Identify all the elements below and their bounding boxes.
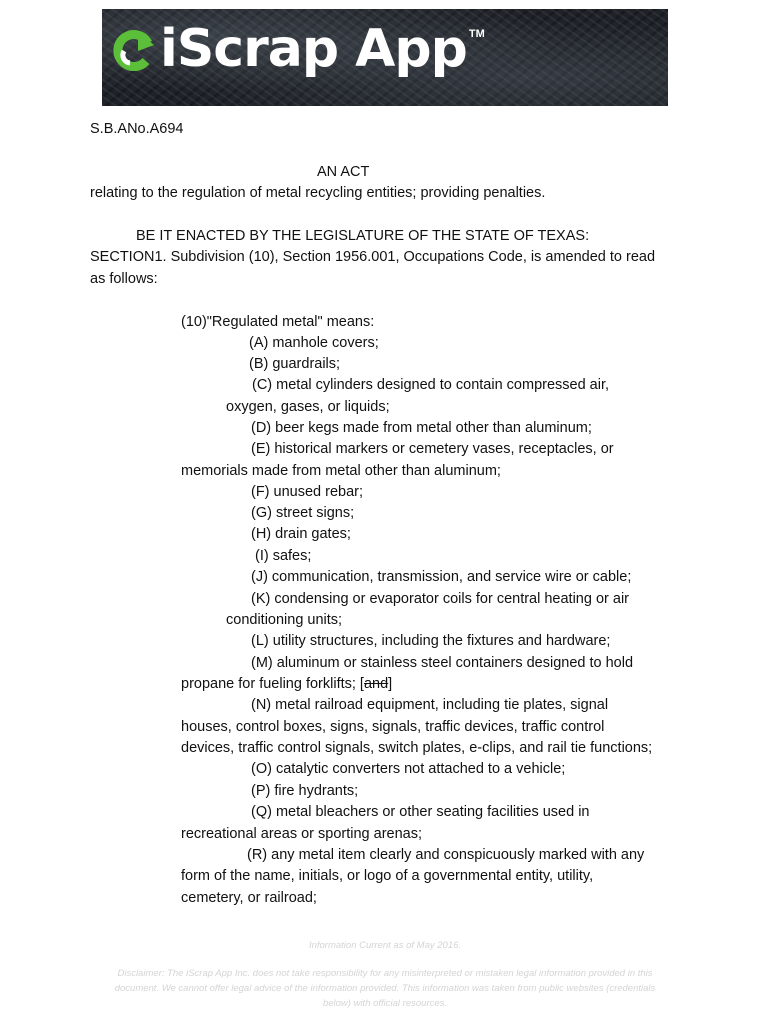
definition-heading: (10)"Regulated metal" means:: [181, 314, 375, 330]
list-item-e1: (E) historical markers or cemetery vases, receptacles, or: [251, 441, 614, 457]
list-item-d: (D) beer kegs made from metal other than aluminum;: [251, 420, 592, 436]
recycle-arrow-icon: [108, 21, 158, 77]
act-title: AN ACT: [317, 164, 370, 180]
list-item-c1: (C) metal cylinders designed to contain compressed air,: [252, 377, 610, 393]
disclaimer-line1: Disclaimer: The iScrap App Inc. does not take responsibility for any misinterpreted or mistaken legal information provided in this: [117, 968, 653, 979]
bill-number: S.B.ANo.A694: [90, 121, 184, 137]
enacting-clause: BE IT ENACTED BY THE LEGISLATURE OF THE STATE OF TEXAS:: [136, 228, 590, 244]
list-item-f: (F) unused rebar;: [251, 484, 364, 500]
list-item-k1: (K) condensing or evaporator coils for central heating or air: [251, 591, 629, 607]
list-item-b: (B) guardrails;: [249, 356, 341, 372]
list-item-q2: recreational areas or sporting arenas;: [181, 826, 422, 842]
disclaimer-line3: below) with official resources.: [322, 998, 448, 1009]
list-item-c2: oxygen, gases, or liquids;: [226, 399, 390, 415]
list-item-q1: (Q) metal bleachers or other seating facilities used in: [251, 804, 590, 820]
list-item-n1: (N) metal railroad equipment, including tie plates, signal: [251, 697, 609, 713]
struck-text: and: [363, 676, 389, 692]
list-item-h: (H) drain gates;: [251, 526, 351, 542]
info-current-note: Information Current as of May 2016.: [308, 940, 462, 951]
list-item-g: (G) street signs;: [251, 505, 355, 521]
relating-clause: relating to the regulation of metal recycling entities; providing penalties.: [90, 185, 546, 201]
list-item-m2-close: ]: [388, 676, 393, 692]
list-item-a: (A) manhole covers;: [249, 335, 379, 351]
list-item-m1: (M) aluminum or stainless steel containers designed to hold: [251, 655, 634, 671]
disclaimer-line2: document. We cannot offer legal advice of the information provided. This information was taken from public websites (credentials: [114, 983, 656, 994]
list-item-o: (O) catalytic converters not attached to a vehicle;: [251, 761, 566, 777]
list-item-m2: [181, 675, 392, 693]
app-logo: [108, 14, 485, 84]
list-item-p: (P) fire hydrants;: [251, 783, 359, 799]
list-item-l: (L) utility structures, including the fixtures and hardware;: [251, 633, 611, 649]
list-item-k2: conditioning units;: [226, 612, 343, 628]
list-item-j: (J) communication, transmission, and service wire or cable;: [251, 569, 632, 585]
list-item-r3: cemetery, or railroad;: [181, 890, 317, 906]
list-item-m2-text: propane for fueling forklifts; [: [181, 676, 364, 692]
list-item-n2: houses, control boxes, signs, signals, traffic devices, traffic control: [181, 719, 605, 735]
list-item-r1: (R) any metal item clearly and conspicuously marked with any: [247, 847, 645, 863]
list-item-e2: memorials made from metal other than aluminum;: [181, 463, 501, 479]
list-item-r2: form of the name, initials, or logo of a governmental entity, utility,: [181, 868, 594, 884]
section1-line1: SECTION1. Subdivision (10), Section 1956.001, Occupations Code, is amended to read: [90, 249, 656, 265]
list-item-i: (I) safes;: [255, 548, 312, 564]
trademark-mark: TM: [468, 28, 485, 40]
list-item-n3: devices, traffic control signals, switch plates, e-clips, and rail tie functions;: [181, 740, 653, 756]
section1-line2: as follows:: [90, 271, 158, 287]
logo-text: iScrap App: [160, 19, 467, 79]
